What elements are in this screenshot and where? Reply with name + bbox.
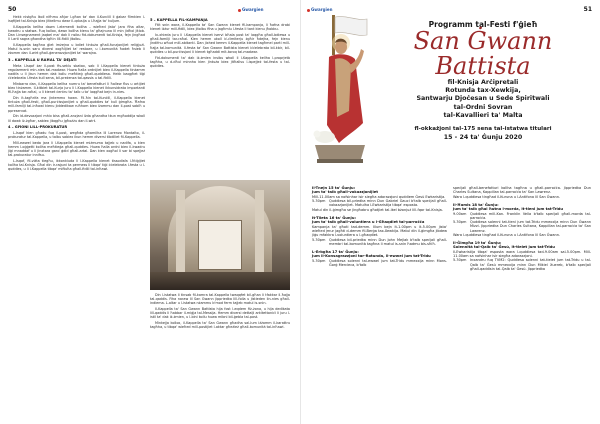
day-title: Il-Tnejn 15 ta' Ġunju:: [312, 186, 356, 190]
paragraph: Fid-dokumenti ta' dak iż-żmien insibu wkoll li l-Kappella kellha l-proprjetà tagħha, u d-dħul minnha kien jintuża biex jitħallsu l-ispejjeż tal-festa u tal-quddies.: [150, 55, 290, 68]
entry-text: Quddiesa mill-Kan. Franklin Vella b'talb speċjali għall-morda tal-parroċċa.: [470, 211, 591, 220]
schedule-day: [453, 186, 591, 199]
schedule-entry: [312, 238, 447, 247]
heading-line: Santwarju Djoċesan u Sede Spiritwali: [416, 95, 550, 103]
title-saint-name-1: San Ġwann: [413, 27, 553, 55]
article-column-2: [150, 15, 290, 70]
magazine-logo-right: [307, 7, 332, 12]
entry-text: Quddiesa solenni tat-tieni jum tat-Tridu mmexxija minn Dun Ġwann Mizzi. Jippriedka Dun Charles Sultana, Kappillan tal-parroċċa ta' San Lawrenz.: [470, 220, 591, 233]
heading-line: fil-Knisja Arċipretali: [447, 79, 519, 86]
paragraph: Il-Kappella kellha dawn l-elementi kollha – wieħed jista' jara fiha altar, kwadru u statwa. Fuq kollox, dawn kollha kienu ta' għajnuna lil min jidħol jitlob. Dan l-insegnament jaqbel ma' dak li nsibu fid-dokumenti tal-Knisja, fejn jingħad li l-arti sagra għandha tgħin lill-fidili jitolbu.: [8, 24, 145, 42]
schedule-day: [312, 186, 447, 212]
entry-text: Quddiesa bil-priedka minn Dun Gabriel Gauci b'talb speċjali għall-vokazzjonijiet. Matulha l-Ewkaristija tibqa' esposta.: [329, 199, 447, 208]
paragraph: Mill-ewwel beda jara li l-Kappella kienet miżmuma tajjeb u nadifa, u kien hemm l-oġġetti kollha meħtieġa għall-quddies. Huwa ħalla ordni biex il-kwadru jiġi mnaddaf u li jinxtara ganċ ġdid għall-artal. Dan kien xogħol li sar bi spejjeż tal-prokuratur innifsu.: [8, 140, 145, 158]
entry-text: Il-Ewkaristija tibqa' esposta wara l-quddiesa tad-9.00am sal-5.00pm. Mill-11.00am sa nofsinhar isir siegħa adorazzjoni.: [453, 249, 591, 259]
caption-paragraph: Minkejja kollox, il-Kappella ta' San Gwann għadha sal-lum iżżomm il-karattru tagħha, u tibqa' wieħed mill-postijiet l-aktar għeżież għall-komunità tal-inħawi.: [150, 320, 290, 330]
paragraph: Ftit snin wara, il-Kappella ta' San Gwann kienet fil-kampanja, li ħafna drabi kienet iżżur mill-fidili, biex jitolbu fiha u jagħmlu l-festa li tant kienu jħobbu.: [150, 23, 290, 32]
schedule-day: [312, 250, 447, 267]
schedule-entry: [453, 258, 591, 271]
photo-caption: [150, 293, 290, 331]
chapel-interior-photo: [150, 180, 290, 290]
entry-text: speċjali għall-benefatturi kollha tagħna u għall-parroċċa. Jippriedka Dun Charles Sultana, Kappillan tal-parroċċa ta' San Lawrenz.: [453, 186, 591, 195]
title-pre: Programm tal-Festi f'ġieħ: [428, 20, 538, 29]
paragraph: L-Isqof, fil-viżta tiegħu, ikkonkluda li l-Kappella kienet tissodisfa l-ħtiġijiet kollha tal-Knisja. Għal din ir-raġuni ta permess li tibqa' tiġi ċċelebrata l-festa u l-quddies, u li l-Kappella tibqa' miftuħa għall-fidili tal-inħawi.: [8, 159, 145, 172]
day-title: L-Erbgħa 17 ta' Ġunju:: [312, 249, 359, 254]
entry-text: Wara l-quddiesa tingħad il-Kuruna u l-Antifona lil San Ġwann.: [453, 232, 561, 237]
entry-time: 5.30pm: [453, 220, 467, 225]
entry-text: Quddiesa bil-priedka minn Dun John Mejlak b'talb speċjali għall-membri tal-komunità tagħna li matul is-snin ħadmu bis-sħiħ.: [329, 237, 447, 246]
article-column-1: [8, 15, 145, 173]
paragraph: Ix-xhieda juru li l-Kappella kienet iservi bħala post ta' laqgħa għall-bdiewa u għall-familji tar-raħal. Kien hemm ukoll iċ-ċimiterju żgħir ħdejha, fejn kienu jindifnu wħud mill-abitanti. Dan jixhed kemm il-Kappella kienet tagħmel parti mill-ħajja tal-komunità. Il-festa ta' San Gwann Battista kienet iċċelebrata bil-kbir, bil-quddies u bil-purċissjoni li kienet tgħaddi mit-toroq tal-madwar.: [150, 33, 290, 54]
entry-text: Quddiesa solenni tal-ewwel jum tat-Tridu mmexxija minn Mons. Ġorġ Mercieca, b'talb: [329, 258, 447, 267]
paragraph: Din it-tagħrifa ma jintemmx hawn. Fil-ħin tal-Kunċill, il-Kappella kienet tintuża għall-festi, għall-purċissjonijiet u għall-quddies ta' kull ġimgħa. Ħafna mill-familji tal-inħawi kienu jiddedikaw ruħhom biex iżommu dan il-post sabiħ u ppreservat.: [8, 96, 145, 113]
paragraph: Il-Kappella tagħna ġiet imżejna u bdiet tintuża għall-funzjonijiet reliġjużi. Matul is-snin saru diversi xogħlijiet ta' restawr, u l-komunità ħadet ħsieb li żżomm dan il-wirt għall-ġenerazzjonijiet ta' warajna.: [8, 43, 145, 56]
caption-paragraph: Din l-istatwa li tinsab fil-kamra tal-Kappella twaqqfet bil-għan li tfakkar il-ħajja tal-qaddis. Fiha naraw lil San Gwann jippriedka lill-folla u jistieden lin-nies għall-indiema. L-altar u l-istatwa nżammu b'mod ferm tajjeb matul is-snin.: [150, 293, 290, 306]
day-title: It-Tlieta 16 ta' Ġunju:: [312, 215, 356, 220]
entry-time: 5.30pm: [312, 237, 326, 242]
day-subtitle: Jum ta' talb għall-voluntiera u l-Għaqdiet tal-parroċċa: [312, 220, 425, 225]
logo-dot-icon: [238, 9, 241, 12]
anniversary-line: fl-okkażjoni tal-175 sena tal-istatwa titulari: [414, 126, 552, 133]
heading-line: tal-Ordni Sovran: [453, 103, 513, 111]
entry-text: Mill-11.00am sa nofsinhar isir siegħa adorazzjoni quddiem Ġesù Ewkaristija.: [312, 194, 446, 199]
page-number-left: 50: [8, 6, 17, 13]
schedule-day: [312, 216, 447, 246]
logo-dot-icon: [307, 9, 310, 12]
logo-text: Gwargien: [311, 7, 333, 12]
day-title: Il-Ġimgħa 19 ta' Ġunju:: [453, 241, 502, 246]
paragraph: Meta l-Isqof żar il-post fis-seklu sbatax, sab li l-Kappella kienet tintuża regolarment min-nies tal-madwar. Huwa ħalla ordnijiet biex il-Kappella tinżamm nadifa u li jkun hemm dak kollu meħtieġ għall-quddiesa. Hekk baqgħet tiġi ċċelebrata l-festa kull sena, bil-preżenza tal-qassis u tal-fidili.: [8, 63, 145, 81]
schedule-column-2: [453, 186, 591, 275]
schedule-day: [453, 241, 591, 271]
day-subtitle: Solennità tal-Qalb ta' Ġesù, it-tielet jum tat-Tridu: [453, 245, 555, 250]
entry-time: 5.30pm: [312, 258, 326, 263]
day-subtitle: Jum ta' talb għal ħutna l-morda, it-tieni jum tat-Tridu: [453, 207, 564, 212]
logo-text: Gwargien: [242, 7, 264, 12]
church-heading: [372, 79, 594, 120]
st-john-statue-image: [305, 13, 373, 165]
entry-time: 9.00am: [453, 211, 467, 216]
schedule-column-1: [312, 186, 447, 271]
schedule-entry: [453, 220, 591, 233]
heading-line: Rotunda tax-Xewkija,: [445, 87, 521, 95]
caption-paragraph: Il-Kappella ta' San Gwann Battista hija fost l-eqdem fiż-żona, u hija dedikata lill-qaddis li ħabbar il-miġja tal-Messija. Hemm diversi dettalji arkitettoniċi li juru l-istil ta' dak iż-żmien, u l-bini kollu huwa mibni bil-ġebla tal-post.: [150, 306, 290, 320]
schedule-entry: [453, 212, 591, 221]
schedule-entry: [312, 259, 447, 268]
title-saint-name-2: Battista: [435, 52, 531, 80]
paragraph: Minbarra dan, il-Kappella kellha numru ta' benefatturi li ħallew flus u artijiet biex tinżamm. Il-kitbiet tal-Kurja juru li l-Kappella kienet ikkunsidrata importanti fil-ħajja tar-raħal, u li kienet ċentru ta' talb u ta' laqgħat bejn in-nies.: [8, 82, 145, 95]
magazine-logo-left: [238, 7, 263, 12]
entry-text: Kampanja ta' għoti tad-demm. Illum bejn it-1.00pm u it-5.00pm jista' wieħed jmur jagħti d-demm fil-Berġa tax-Xewkija. Matul din il-ġimgħa jibdew jiġu mfakkra l-voluntiera u l-għaqdiet.: [312, 224, 447, 238]
heading-line: tal-Kavallieri ta' Malta: [443, 111, 523, 119]
schedule-day: [453, 203, 591, 238]
day-subtitle: Jum il-Konsagrazzjoni tar-Rotunda, il-ewwel jum tat-Tridu: [312, 254, 431, 259]
entry-time: 5.30pm: [453, 258, 467, 263]
paragraph: L-Isqof kien għadu fuq il-post, wegħda għamilha lil Lorenzo Montalto, il-prokuratur tal-Kappella, u talbu sabiex ikun hemm diversi tibdiliet fil-Kappella.: [8, 130, 145, 140]
entry-text: Inxandru fuq TVM2: Quddiesa solenni tat-tielet jum tat-Tridu u tal-Qalb ta' Ġesù mmexxija minn Dun Mikiel Xuereb, b'talb speċjali għall-qaddisin tal-Qalb ta' Ġesù. Jippriedka: [470, 258, 591, 272]
entry-time: 5.30pm: [312, 199, 326, 204]
festival-dates: 15 - 24 ta' Ġunju 2020: [443, 134, 523, 142]
section-heading: 3 – KAPPELLA U RAĦAL TA' DEJATI: [8, 58, 77, 63]
page-number-right: 51: [583, 6, 592, 13]
day-subtitle: Jum ta' talb għall-vokazzjonijiet: [312, 190, 378, 195]
day-title: Il-Ħamis 18 ta' Ġunju:: [453, 202, 499, 207]
entry-text: Wara l-quddiesa tingħad il-Kuruna u l-Antifona lil San Ġwann.: [453, 194, 561, 199]
program-title-block: [372, 20, 594, 141]
entry-text: Matul din il-ġimgħa se jingħabru għotjiet tal-ikel bżonjuż lill-fqar tal-Knisja.: [312, 207, 443, 212]
paragraph: Hekk nistgħu lkoll nifhmu aħjar l-għan ta' dan il-Kunċill li ġabar flimkien l-isqfijiet tal-Knisja biex jitkellmu dwar il-qdusija u l-ħajja ta' kuljum.: [8, 15, 145, 24]
paragraph: Din id-devozzjoni mhix biss għall-anzjani iżda għandha tkun mgħoddija wkoll lil dawk iż-żgħar, sabiex jibqgħu jgħożżu dan il-wirt.: [8, 114, 145, 123]
schedule-entry: [312, 199, 447, 208]
section-heading: 5 – KAPPELLA FIL-KAMPANJA: [150, 17, 208, 22]
section-heading: 4 – GĦONI LILL-PROKURATUR: [8, 125, 68, 130]
page-gutter: [300, 0, 301, 424]
